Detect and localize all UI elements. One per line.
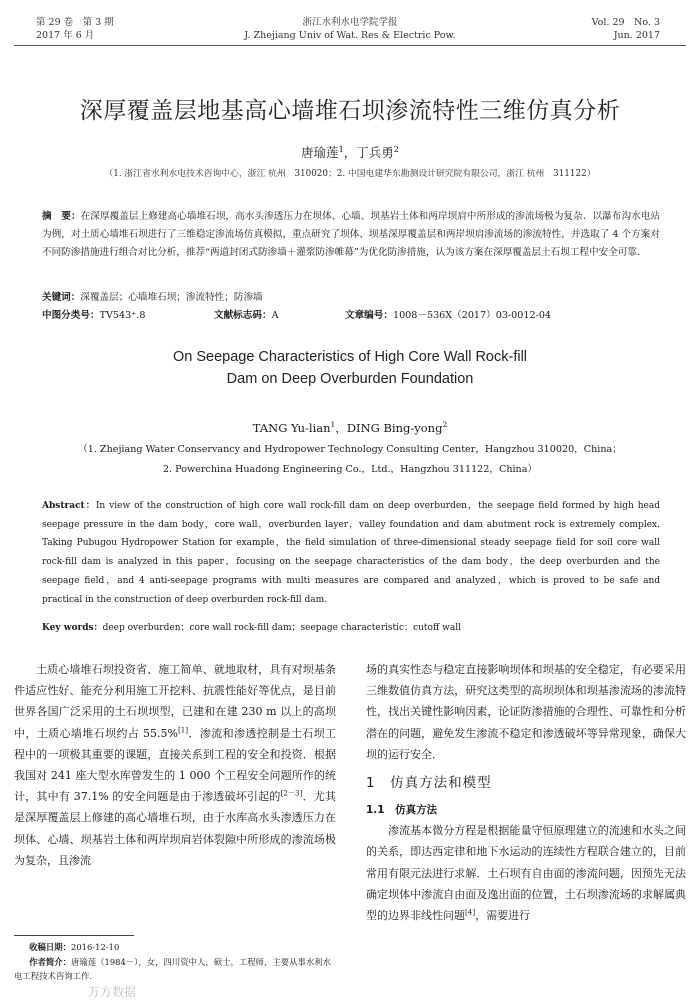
journal-name-cn: 浙江水利水电学院学报 (302, 17, 398, 28)
volume-issue: 第 29 卷 第 3 期 (36, 17, 114, 28)
author-separator: ， (343, 145, 357, 160)
abstract-en (42, 497, 660, 609)
affiliation-marker: 1 (330, 420, 336, 430)
citation: [2－3] (280, 788, 303, 798)
affiliation-cn: （1. 浙江省水利水电技术咨询中心，浙江 杭州 310020；2. 中国电建华东勘测设计研究院有限公司，浙江 杭州 311122） (104, 169, 596, 179)
subsection-number: 1.1 (366, 804, 385, 817)
affiliation-line: 2. Powerchina Huadong Engineering Co.，Ltd.，Hangzhou 311122，China） (162, 464, 538, 475)
abstract-text: In view of the construction of high core wall rock-fill dam on deep overburden，the seepage field formed by high head seepage pressure in the dam body，core wall，overburden layer，valley foundation and dam abutment rock is extremely complex. Taking Pubugou Hydropower Station for example，the field simulation of three-dimensional steady seepage field for soil core wall rock-fill dam is analyzed in this paper，focusing on the seepage characteristics of the dam body，the deep overburden and the seepage field，and 4 anti-seepage programs with multi measures are compared and analyzed，which is proved to be safe and practical in the construction of deep overburden rock-fill dam. (42, 501, 660, 605)
watermark: 万方数据 (88, 985, 137, 999)
keywords-label: Key words： (42, 623, 103, 633)
affiliation-en (0, 440, 700, 480)
body-paragraph: 场的真实性态与稳定直接影响坝体和坝基的安全稳定，有必要采用三维数值仿真方法，研究这类型的高坝坝体和坝基渗流场的渗流特性，找出关键性影响因素，论证防渗措施的合理性、可靠性和分析潜在的问题，避免发生渗流不稳定和渗透破坏等异常现象，确保大坝的运行安全． (366, 663, 686, 761)
section-heading (366, 773, 686, 794)
running-header-right (592, 16, 660, 42)
body-paragraph: 渗流基本微分方程是根据能量守恒原理建立的流速和水头之间的关系，即达西定律和地下水运动的连续性方程联合建立的，目前常用有限元法进行求解．土石坝有自由面的渗流问题，因预先无法确定坝体中渗流自由面及逸出面的位置，土石坝渗流场的求解属典型的边界非线性问题[4]，需要进行 (366, 824, 686, 923)
abstract-label: Abstract： (42, 501, 96, 511)
body-column-right (366, 659, 686, 926)
abstract-label: 摘 要： (42, 211, 81, 222)
publication-date: 2017 年 6 月 (36, 30, 95, 41)
authors-en (0, 420, 700, 436)
affiliation-marker: 2 (442, 420, 448, 430)
footnote-divider (14, 935, 134, 936)
header-divider (14, 45, 686, 46)
authors-cn (0, 143, 700, 161)
received-date: 收稿日期：2016-12-10 (29, 942, 120, 952)
author-name: TANG Yu-lian (252, 421, 331, 435)
affiliation-marker: 2 (393, 143, 399, 154)
running-header-center (180, 16, 520, 42)
body-column-left (14, 659, 336, 871)
volume-issue-en: Vol. 29 No. 3 (591, 17, 660, 28)
keywords-label: 关键词： (42, 292, 81, 303)
section-title: 仿真方法和模型 (390, 775, 492, 792)
abstract-text: 在深厚覆盖层上修建高心墙堆石坝，高水头渗透压力在坝体、心墙、坝基岩土体和两岸坝肩中所形成的渗流场极为复杂．以瀑布沟水电站为例，对土质心墙堆石坝进行了三维稳定渗流场仿真模拟，重点研究了坝体、坝基深厚覆盖层和两岸坝肩渗流场的渗流特性，并选取了 4 个方案对不同防渗措施进行组合对比分析，推荐“两道封闭式防渗墙＋灌浆防渗帷幕”为优化防渗措施，认为该方案在深厚覆盖层土石坝工程中安全可靠． (42, 211, 661, 258)
citation: [4] (465, 907, 476, 917)
publication-date-en: Jun. 2017 (613, 30, 660, 41)
author-name: DING Bing-yong (346, 421, 443, 435)
body-paragraph: 土质心墙堆石坝投资省、施工简单、就地取材，具有对坝基条件适应性好、能充分利用施工开挖料、抗震性能好等优点，是目前世界各国广泛采用的土石坝坝型，已建和在建 230 m 以上的高坝中，土质心墙堆石坝约占 55.5%[1]．渗流和渗透控制是土石坝工程中的一项极其重要的课题，直接关系到工程的安全和投资．根据我国对 241 座大型水库曾发生的 1 000 个工程安全问题所作的统计，其中有 37.1% 的安全问题是由于渗透破坏引起的[2－3]．尤其是深厚覆盖层上修建的高心墙堆石坝，由于水库高水头渗透压力在坝体、心墙、坝基岩土体和两岸坝肩岩体裂隙中所形成的渗流场极为复杂，且渗流 (14, 663, 337, 867)
title-en-line: Dam on Deep Overburden Foundation (226, 371, 474, 387)
journal-name-en: J. Zhejiang Univ of Wat. Res & Electric Pow. (244, 30, 456, 41)
author-bio: 作者简介：唐瑜莲（1984－），女，四川资中人，硕士，工程师，主要从事水利水电工程技术咨询工作. (14, 956, 331, 981)
title-en-line: On Seepage Characteristics of High Core Wall Rock-fill (172, 349, 528, 365)
subsection-title: 仿真方法 (395, 804, 438, 817)
subsection-heading (366, 800, 686, 820)
keywords-en (42, 620, 461, 633)
running-header-left (36, 16, 114, 42)
document-code: 文献标志码：A (214, 310, 279, 321)
keywords-cn (42, 289, 263, 303)
paper-title-en (0, 346, 700, 390)
affiliation-line: （1. Zhejiang Water Conservancy and Hydropower Technology Consulting Center，Hangzhou 310020，China； (78, 444, 622, 455)
author-name: 唐瑜莲 (301, 145, 339, 160)
citation: [1] (177, 724, 189, 734)
author-separator: ， (335, 421, 347, 435)
author-name: 丁兵勇 (356, 145, 394, 160)
footnote (14, 940, 336, 984)
section-number: 1 (366, 775, 376, 792)
paper-title-cn: 深厚覆盖层地基高心墙堆石坝渗流特性三维仿真分析 (79, 98, 621, 124)
article-number: 文章编号：1008－536X（2017）03-0012-04 (345, 310, 552, 321)
affiliation-marker: 1 (338, 143, 344, 154)
abstract-cn (42, 208, 660, 262)
keywords-text: 深覆盖层；心墙堆石坝；渗流特性；防渗墙 (80, 292, 263, 303)
clc-number: 中图分类号：TV543⁺.8 (42, 310, 146, 321)
keywords-text: deep overburden；core wall rock-fill dam；seepage characteristic；cutoff wall (102, 623, 461, 633)
